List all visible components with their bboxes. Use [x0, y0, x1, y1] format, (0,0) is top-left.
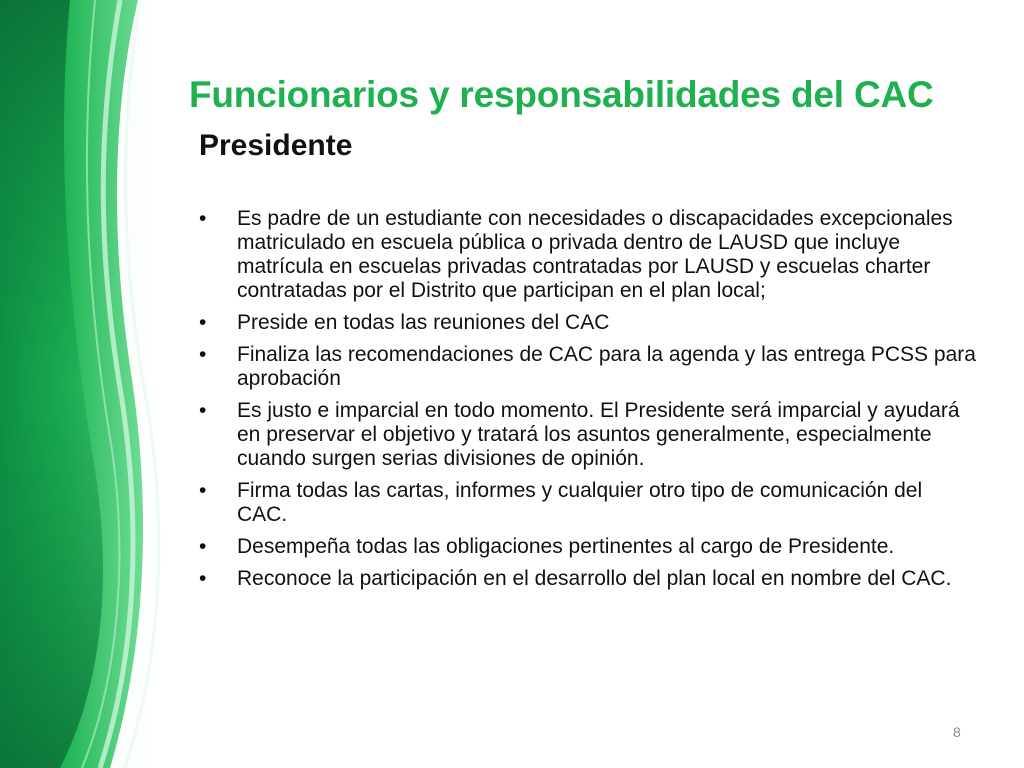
bullet-item — [199, 207, 977, 303]
bullet-icon: • — [199, 311, 207, 334]
bullet-icon: • — [199, 207, 207, 230]
bullet-icon: • — [199, 535, 207, 558]
bullet-item — [199, 399, 977, 471]
bullet-icon: • — [199, 343, 207, 366]
page-number: 8 — [953, 724, 961, 740]
bullet-icon: • — [199, 399, 207, 422]
bullet-item — [199, 343, 977, 391]
bullet-text: Reconoce la participación en el desarrollo del plan local en nombre del CAC. — [237, 567, 952, 590]
bullet-text: Finaliza las recomendaciones de CAC para la agenda y las entrega PCSS para aprobación — [237, 343, 976, 390]
bullet-text: Es justo e imparcial en todo momento. El Presidente será imparcial y ayudará en preservar el objetivo y tratará los asuntos generalmente, especialmente cuando surgen serias divisiones de opinión. — [237, 399, 960, 470]
bullet-item — [199, 535, 977, 559]
bullet-item — [199, 567, 977, 591]
slide-title: Funcionarios y responsabilidades del CAC — [189, 74, 934, 115]
bullet-item — [199, 479, 977, 527]
bullet-item — [199, 311, 977, 335]
bullet-list — [199, 207, 977, 599]
bullet-text: Desempeña todas las obligaciones pertinentes al cargo de Presidente. — [237, 535, 895, 558]
bullet-text: Firma todas las cartas, informes y cualquier otro tipo de comunicación del CAC. — [237, 479, 923, 526]
bullet-text: Es padre de un estudiante con necesidades o discapacidades excepcionales matriculado en escuela pública o privada dentro de LAUSD que incluye matrícula en escuelas privadas contratadas por LAUSD y escuelas charter contratadas por el Distrito que participan en el plan local; — [237, 207, 953, 302]
bullet-text: Preside en todas las reuniones del CAC — [237, 311, 610, 334]
slide-subtitle: Presidente — [199, 129, 353, 162]
bullet-icon: • — [199, 479, 207, 502]
bullet-icon: • — [199, 567, 207, 590]
